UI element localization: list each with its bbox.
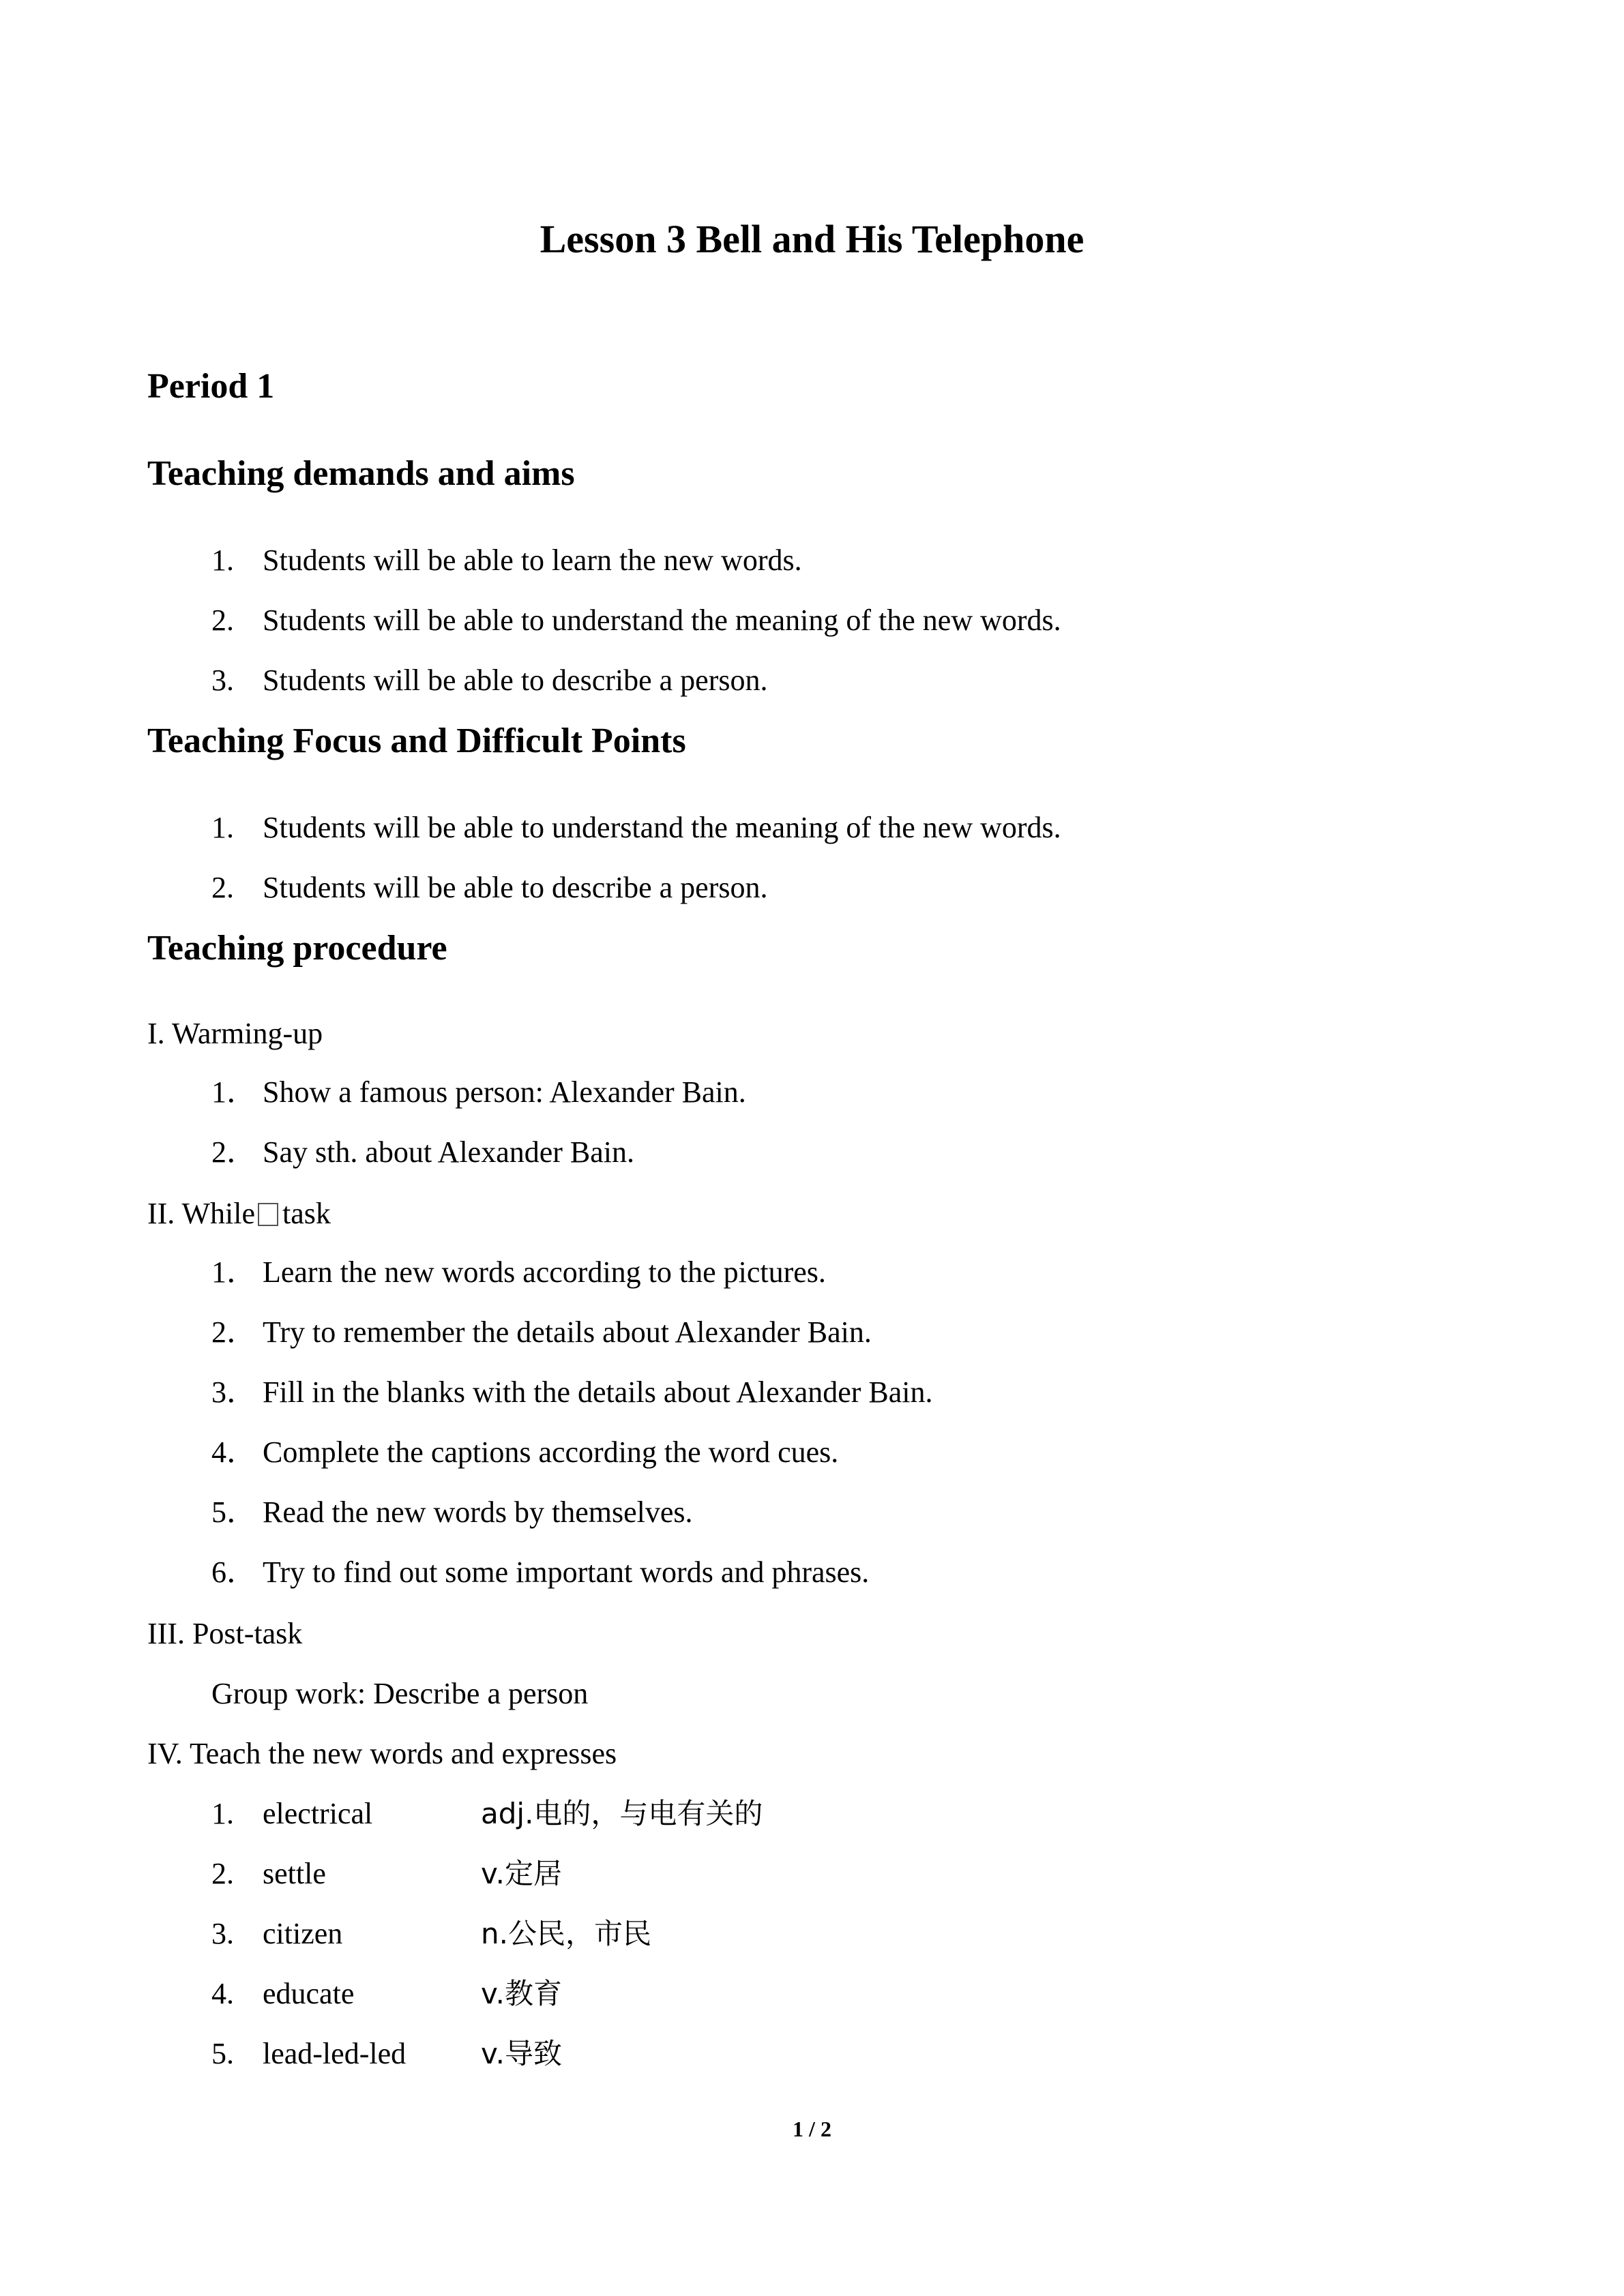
- vocab-word: lead-led-led: [263, 2037, 407, 2070]
- period-heading: Period 1: [147, 367, 275, 406]
- item-number: 1.: [211, 543, 234, 577]
- lesson-title: Lesson 3 Bell and His Telephone: [540, 217, 1084, 261]
- item-number: 3.: [211, 1917, 234, 1950]
- vocab-item: [211, 1796, 763, 1832]
- aims-item: [211, 603, 1061, 639]
- item-number: 1．: [211, 1255, 256, 1289]
- item-text: Learn the new words according to the pictures.: [263, 1255, 826, 1289]
- focus-item: [211, 870, 767, 906]
- page-number: 1 / 2: [793, 2117, 831, 2141]
- vocab-item: [211, 2036, 562, 2072]
- while-task-item: [211, 1315, 872, 1351]
- aims-item: [211, 663, 767, 699]
- item-number: 2．: [211, 1135, 256, 1169]
- item-text: Try to find out some important words and phrases.: [263, 1555, 870, 1589]
- item-text: Students will be able to describe a person.: [263, 664, 768, 697]
- teach-words-label: IV. Teach the new words and expresses: [147, 1737, 617, 1770]
- while-task-label-end: task: [282, 1197, 331, 1230]
- post-task-text: Group work: Describe a person: [211, 1677, 589, 1710]
- item-text: Students will be able to describe a person.: [263, 871, 768, 904]
- vocab-word: electrical: [263, 1797, 373, 1830]
- item-number: 3．: [211, 1375, 256, 1409]
- while-task-item: [211, 1495, 693, 1531]
- item-number: 1.: [211, 1797, 234, 1830]
- item-number: 1.: [211, 811, 234, 844]
- vocab-item: [211, 1976, 562, 2012]
- item-number: 2.: [211, 603, 234, 637]
- focus-item: [211, 810, 1061, 846]
- vocab-word: educate: [263, 1977, 355, 2010]
- item-text: Read the new words by themselves.: [263, 1495, 693, 1529]
- vocab-definition: v.导致: [481, 2037, 562, 2070]
- focus-heading: Teaching Focus and Difficult Points: [147, 721, 686, 760]
- vocab-definition: v.教育: [481, 1977, 562, 2010]
- while-task-item: [211, 1435, 838, 1471]
- item-number: 5.: [211, 2037, 234, 2070]
- item-number: 2.: [211, 1857, 234, 1890]
- post-task-label: III. Post-task: [147, 1617, 303, 1650]
- vocab-word: citizen: [263, 1917, 343, 1950]
- item-number: 3.: [211, 664, 234, 697]
- while-task-item: [211, 1555, 869, 1591]
- vocab-item: [211, 1856, 562, 1892]
- procedure-heading: Teaching procedure: [147, 929, 447, 968]
- while-task-item: [211, 1255, 826, 1291]
- item-text: Fill in the blanks with the details about Alexander Bain.: [263, 1375, 933, 1409]
- while-task-label-start: II. While: [147, 1197, 256, 1230]
- item-number: 4．: [211, 1435, 256, 1469]
- warming-up-label: I. Warming-up: [147, 1017, 323, 1050]
- item-text: Complete the captions according the word cues.: [263, 1435, 839, 1469]
- vocab-definition: n.公民，市民: [481, 1917, 651, 1950]
- warming-up-item: [211, 1075, 746, 1111]
- while-task-label: [147, 1196, 331, 1232]
- vocab-definition: v.定居: [481, 1857, 562, 1890]
- item-text: Students will be able to understand the meaning of the new words.: [263, 811, 1061, 844]
- item-number: 6．: [211, 1555, 256, 1589]
- vocab-definition: adj.电的，与电有关的: [481, 1797, 763, 1830]
- item-text: Students will be able to learn the new words.: [263, 543, 802, 577]
- item-number: 2．: [211, 1315, 256, 1349]
- vocab-word: settle: [263, 1857, 326, 1890]
- item-text: Try to remember the details about Alexander Bain.: [263, 1315, 872, 1349]
- missing-glyph-box-icon: [258, 1203, 278, 1226]
- item-text: Students will be able to understand the meaning of the new words.: [263, 603, 1061, 637]
- item-text: Say sth. about Alexander Bain.: [263, 1135, 635, 1169]
- item-number: 1．: [211, 1075, 256, 1109]
- warming-up-item: [211, 1135, 634, 1171]
- vocab-item: [211, 1916, 651, 1952]
- aims-heading: Teaching demands and aims: [147, 454, 575, 493]
- while-task-item: [211, 1375, 933, 1411]
- item-number: 5．: [211, 1495, 256, 1529]
- item-text: Show a famous person: Alexander Bain.: [263, 1075, 746, 1109]
- item-number: 4.: [211, 1977, 234, 2010]
- item-number: 2.: [211, 871, 234, 904]
- aims-item: [211, 543, 802, 579]
